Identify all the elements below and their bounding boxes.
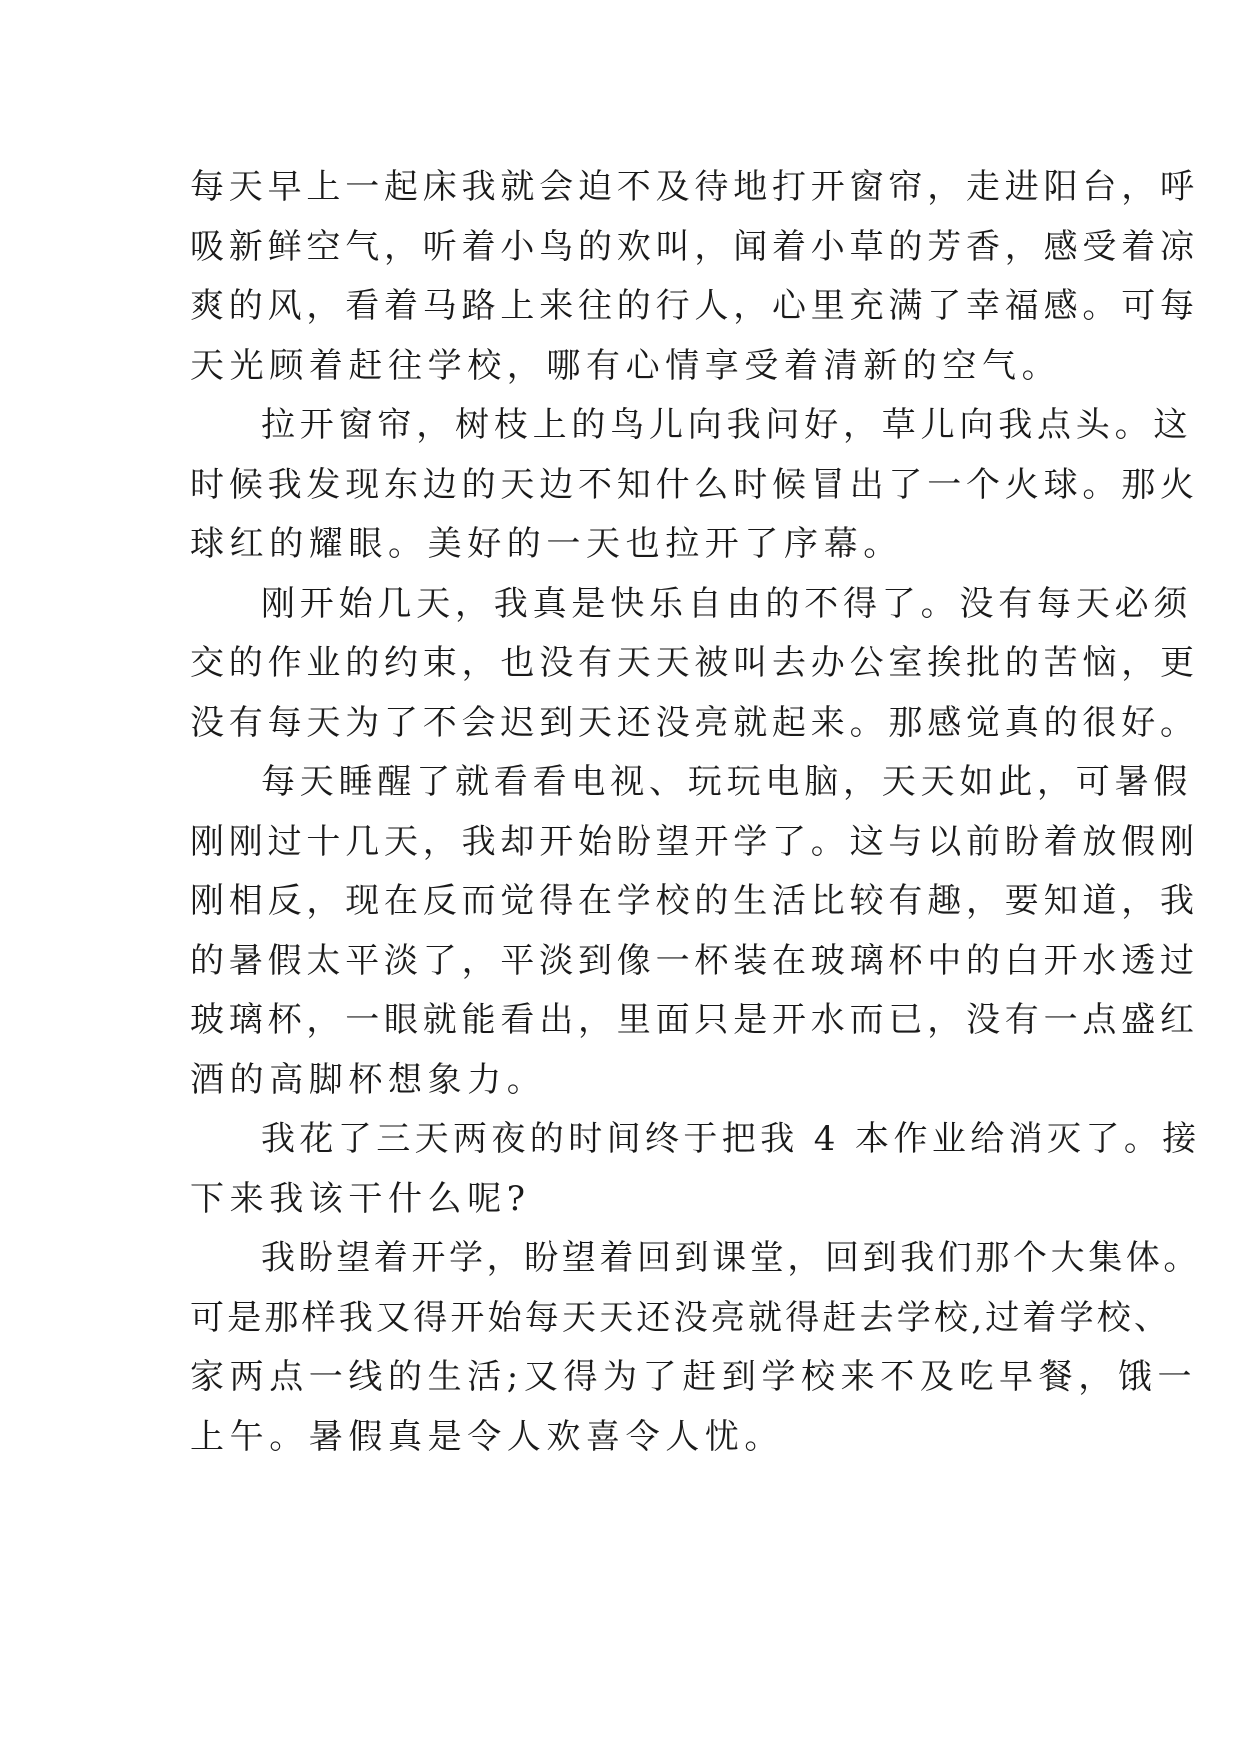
text-line: 家两点一线的生活;又得为了赶到学校来不及吃早餐，饿一 bbox=[190, 1357, 1198, 1397]
text-line: 没有每天为了不会迟到天还没亮就起来。那感觉真的很好。 bbox=[190, 702, 1199, 743]
text-line: 每天早上一起床我就会迫不及待地打开窗帘，走进阳台，呼 bbox=[190, 167, 1199, 207]
essay-body bbox=[190, 158, 1201, 1467]
text-line: 玻璃杯，一眼就能看出，里面只是开水而已，没有一点盛红 bbox=[190, 1000, 1199, 1040]
text-line: 爽的风，看着马路上来往的行人，心里充满了幸福感。可每 bbox=[190, 286, 1199, 326]
text-line: 吸新鲜空气，听着小鸟的欢叫，闻着小草的芳香，感受着凉 bbox=[190, 226, 1199, 267]
text-line: 刚开始几天，我真是快乐自由的不得了。没有每天必须 bbox=[261, 583, 1193, 624]
text-line: 每天睡醒了就看看电视、玩玩电脑，天天如此，可暑假 bbox=[261, 762, 1193, 802]
text-line: 酒的高脚杯想象力。 bbox=[190, 1059, 547, 1100]
text-line: 我花了三天两夜的时间终于把我 4 本作业给消灭了。接 bbox=[261, 1119, 1201, 1159]
text-line: 拉开窗帘，树枝上的鸟儿向我问好，草儿向我点头。这 bbox=[261, 405, 1193, 445]
text-line: 天光顾着赶往学校，哪有心情享受着清新的空气。 bbox=[190, 345, 1062, 386]
text-line: 我盼望着开学，盼望着回到课堂，回到我们那个大集体。 bbox=[261, 1238, 1201, 1278]
text-line: 交的作业的约束，也没有天天被叫去办公室挨批的苦恼，更 bbox=[190, 643, 1199, 683]
text-line: 的暑假太平淡了，平淡到像一杯装在玻璃杯中的白开水透过 bbox=[190, 940, 1199, 981]
text-line: 刚相反，现在反而觉得在学校的生活比较有趣，要知道，我 bbox=[190, 881, 1199, 921]
text-line: 刚刚过十几天，我却开始盼望开学了。这与以前盼着放假刚 bbox=[190, 821, 1199, 862]
text-line: 球红的耀眼。美好的一天也拉开了序幕。 bbox=[190, 524, 903, 564]
text-line: 下来我该干什么呢? bbox=[190, 1178, 531, 1219]
text-line: 时候我发现东边的天边不知什么时候冒出了一个火球。那火 bbox=[190, 464, 1199, 505]
text-line: 上午。暑假真是令人欢喜令人忧。 bbox=[190, 1416, 784, 1457]
text-line: 可是那样我又得开始每天天还没亮就得赶去学校,过着学校、 bbox=[190, 1297, 1172, 1338]
